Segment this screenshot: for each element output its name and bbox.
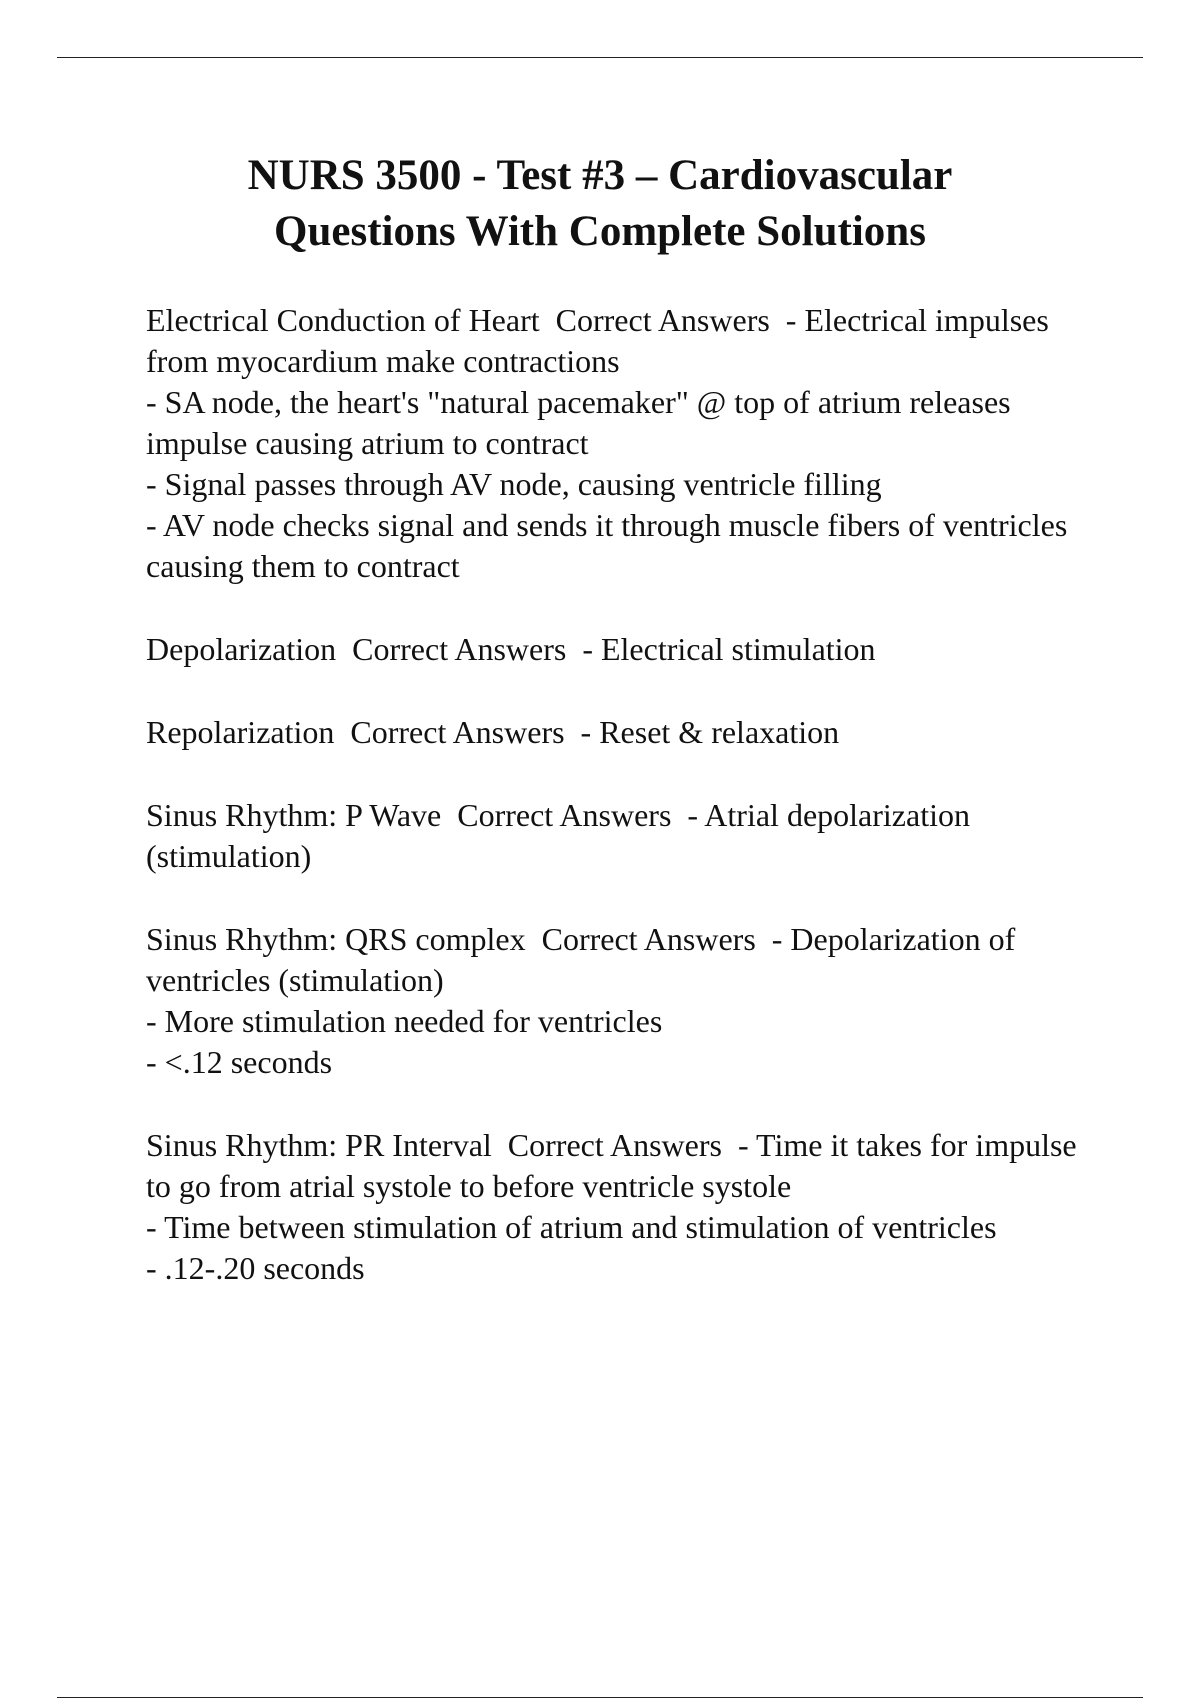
entry-term: Depolarization [146, 631, 337, 667]
top-rule [57, 57, 1143, 58]
entry-answer-label: Correct Answers [350, 714, 565, 750]
entry-answer-line: - <.12 seconds [146, 1044, 333, 1080]
entry-answer-label: Correct Answers [541, 921, 756, 957]
entry-answer-line: - .12-.20 seconds [146, 1250, 365, 1286]
entry-answer-text: - Electrical stimulation [582, 631, 876, 667]
entry-answer-text: - Electrical impulses from myocardium make contractions [146, 302, 1049, 379]
entry-answer-line: - More stimulation needed for ventricles [146, 1003, 663, 1039]
entry-answer-text: - Reset & relaxation [580, 714, 840, 750]
qa-entry-depolarization [146, 629, 1106, 670]
qa-entry-p-wave [146, 795, 1106, 877]
entry-answer-text: - Atrial depolarization (stimulation) [146, 797, 970, 874]
qa-content [146, 300, 1106, 1331]
bottom-rule [57, 1697, 1143, 1698]
entry-answer-label: Correct Answers [507, 1127, 722, 1163]
entry-answer-line: - AV node checks signal and sends it through muscle fibers of ventricles causing them to contract [146, 507, 1068, 584]
title-line-1: NURS 3500 - Test #3 – Cardiovascular [247, 152, 953, 199]
entry-answer-label: Correct Answers [352, 631, 567, 667]
entry-answer-label: Correct Answers [555, 302, 770, 338]
entry-answer-line: - SA node, the heart's "natural pacemaker" @ top of atrium releases impulse causing atrium to contract [146, 384, 1011, 461]
entry-answer-text: - Depolarization of ventricles (stimulation) [146, 921, 1016, 998]
qa-entry-pr-interval [146, 1125, 1106, 1289]
qa-entry-qrs-complex [146, 919, 1106, 1083]
qa-entry-repolarization [146, 712, 1106, 753]
entry-answer-label: Correct Answers [457, 797, 672, 833]
entry-answer-text: - Time it takes for impulse to go from atrial systole to before ventricle systole [146, 1127, 1077, 1204]
entry-term: Electrical Conduction of Heart [146, 302, 540, 338]
entry-term: Sinus Rhythm: PR Interval [146, 1127, 492, 1163]
entry-term: Sinus Rhythm: QRS complex [146, 921, 526, 957]
entry-term: Sinus Rhythm: P Wave [146, 797, 442, 833]
entry-answer-line: - Signal passes through AV node, causing ventricle filling [146, 466, 882, 502]
entry-term: Repolarization [146, 714, 335, 750]
page-title [100, 148, 1100, 260]
title-line-2: Questions With Complete Solutions [274, 208, 926, 255]
qa-entry-electrical-conduction [146, 300, 1106, 587]
entry-answer-line: - Time between stimulation of atrium and stimulation of ventricles [146, 1209, 997, 1245]
